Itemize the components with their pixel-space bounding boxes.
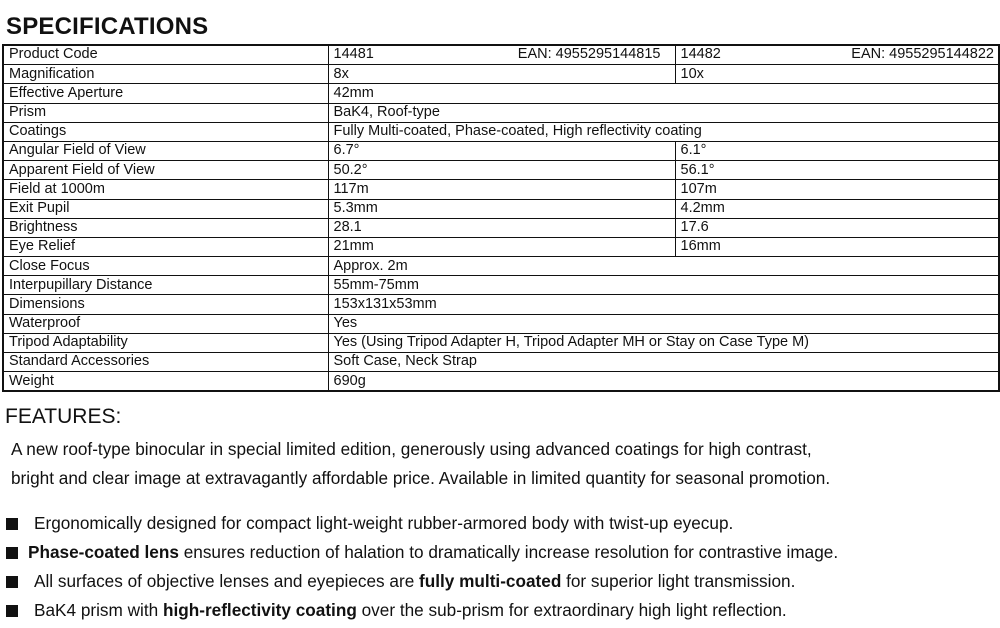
feature-text: Ergonomically designed for compact light-weight rubber-armored body with twist-up eyecup.	[34, 513, 734, 533]
feature-text-rest: ensures reduction of halation to dramatically increase resolution for contrastive image.	[178, 542, 839, 562]
spec-value-a: 21mm	[328, 237, 675, 256]
bullet-square-icon	[6, 547, 18, 559]
feature-text	[34, 596, 787, 625]
table-row	[3, 218, 999, 237]
spec-label: Apparent Field of View	[3, 161, 328, 180]
product-code-b: 14482	[680, 46, 721, 63]
spec-label: Angular Field of View	[3, 141, 328, 160]
spec-label: Effective Aperture	[3, 84, 328, 103]
spec-value-a	[328, 45, 675, 65]
table-row	[3, 45, 999, 65]
spec-value: Approx. 2m	[328, 257, 999, 276]
spec-label: Eye Relief	[3, 237, 328, 256]
bullet-square-icon	[6, 518, 18, 530]
spec-value-a: 8x	[328, 65, 675, 84]
list-item	[6, 538, 996, 567]
spec-value: 153x131x53mm	[328, 295, 999, 314]
table-row	[3, 103, 999, 122]
spec-value: Yes (Using Tripod Adapter H, Tripod Adapter MH or Stay on Case Type M)	[328, 333, 999, 352]
spec-label: Exit Pupil	[3, 199, 328, 218]
table-row	[3, 372, 999, 392]
feature-highlight: Phase-coated lens	[28, 542, 179, 562]
spec-value: 42mm	[328, 84, 999, 103]
feature-text-start: All surfaces of objective lenses and eyepieces are	[34, 571, 420, 591]
feature-list	[6, 509, 996, 625]
feature-text	[28, 538, 838, 567]
list-item	[6, 596, 996, 625]
spec-label: Weight	[3, 372, 328, 392]
table-row	[3, 314, 999, 333]
table-row	[3, 353, 999, 372]
spec-label: Magnification	[3, 65, 328, 84]
spec-value-a: 50.2°	[328, 161, 675, 180]
spec-value-a: 117m	[328, 180, 675, 199]
product-code-a: 14481	[333, 46, 374, 63]
ean-a: EAN: 4955295144815	[517, 46, 661, 63]
feature-text-rest: over the sub-prism for extraordinary high light reflection.	[356, 600, 787, 620]
spec-label: Field at 1000m	[3, 180, 328, 199]
page-title: SPECIFICATIONS	[6, 13, 209, 40]
table-row	[3, 161, 999, 180]
bullet-square-icon	[6, 605, 18, 617]
spec-label: Prism	[3, 103, 328, 122]
spec-label: Interpupillary Distance	[3, 276, 328, 295]
feature-text-start: BaK4 prism with	[34, 600, 163, 620]
spec-value-a: 28.1	[328, 218, 675, 237]
spec-value: Soft Case, Neck Strap	[328, 353, 999, 372]
spec-value: 55mm-75mm	[328, 276, 999, 295]
description-line: bright and clear image at extravagantly affordable price. Available in limited quantity for seasonal promotion.	[11, 468, 831, 488]
spec-value-b: 4.2mm	[675, 199, 999, 218]
spec-value-b: 10x	[675, 65, 999, 84]
spec-label: Tripod Adaptability	[3, 333, 328, 352]
table-row	[3, 276, 999, 295]
features-heading: FEATURES:	[5, 405, 122, 428]
spec-value-b: 6.1°	[675, 141, 999, 160]
table-row	[3, 84, 999, 103]
table-row	[3, 65, 999, 84]
list-item	[6, 509, 996, 538]
table-row	[3, 333, 999, 352]
spec-label: Standard Accessories	[3, 353, 328, 372]
bullet-square-icon	[6, 576, 18, 588]
spec-label: Close Focus	[3, 257, 328, 276]
spec-value: 690g	[328, 372, 999, 392]
table-row	[3, 237, 999, 256]
table-row	[3, 180, 999, 199]
feature-highlight: high-reflectivity coating	[162, 600, 357, 620]
spec-value: Yes	[328, 314, 999, 333]
spec-value: BaK4, Roof-type	[328, 103, 999, 122]
spec-label: Coatings	[3, 122, 328, 141]
features-description	[11, 435, 996, 493]
table-row	[3, 122, 999, 141]
spec-value-b	[675, 45, 999, 65]
table-row	[3, 257, 999, 276]
spec-value: Fully Multi-coated, Phase-coated, High reflectivity coating	[328, 122, 999, 141]
spec-label: Brightness	[3, 218, 328, 237]
spec-label: Waterproof	[3, 314, 328, 333]
spec-label: Dimensions	[3, 295, 328, 314]
list-item	[6, 567, 996, 596]
ean-b: EAN: 4955295144822	[851, 46, 994, 63]
description-line: A new roof-type binocular in special limited edition, generously using advanced coatings for high contrast,	[11, 439, 812, 459]
table-row	[3, 199, 999, 218]
spec-value-b: 107m	[675, 180, 999, 199]
table-row	[3, 295, 999, 314]
feature-text	[34, 567, 795, 596]
spec-value-b: 16mm	[675, 237, 999, 256]
specifications-table	[2, 44, 1000, 392]
spec-value-a: 5.3mm	[328, 199, 675, 218]
feature-highlight: fully multi-coated	[419, 571, 562, 591]
spec-label: Product Code	[3, 45, 328, 65]
spec-value-b: 17.6	[675, 218, 999, 237]
spec-value-a: 6.7°	[328, 141, 675, 160]
table-row	[3, 141, 999, 160]
feature-text-rest: for superior light transmission.	[561, 571, 796, 591]
spec-value-b: 56.1°	[675, 161, 999, 180]
